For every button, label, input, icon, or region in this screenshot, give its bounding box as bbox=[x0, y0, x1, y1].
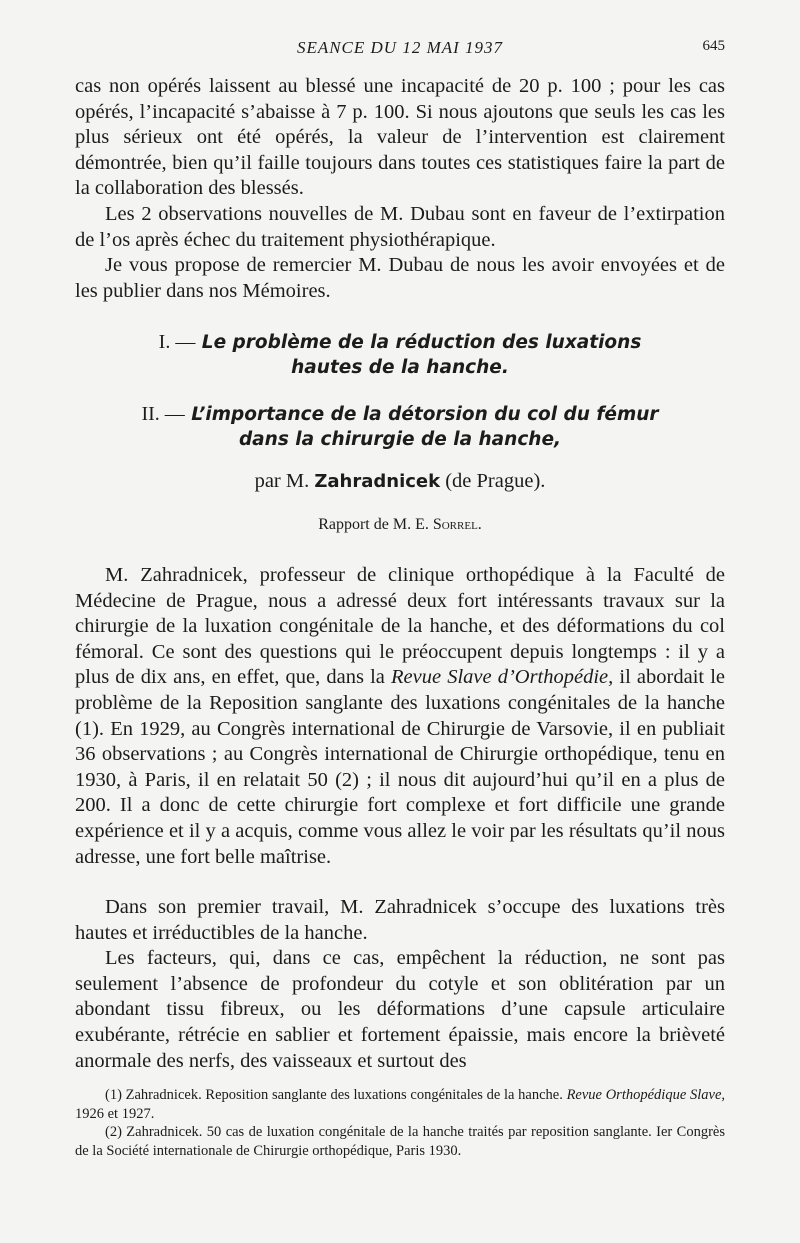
text-run: (1) Zahradnicek. Reposition sanglante des luxations congénitales de la hanche. bbox=[105, 1087, 563, 1103]
heading-line: Le problème de la réduction des luxations bbox=[201, 332, 642, 353]
journal-title: Revue Orthopédique Slave, bbox=[566, 1087, 725, 1103]
heading-line: L’importance de la détorsion du col du fémur bbox=[191, 404, 659, 425]
author-affiliation: (de Prague). bbox=[445, 470, 546, 492]
paragraph: cas non opérés laissent au blessé une incapacité de 20 p. 100 ; pour les cas opérés, l’incapacité s’abaisse à 7 p. 100. Si nous ajoutons que seuls les cas les plus sérieux ont été opérés, la valeur de l’intervention est clairement démontrée, bien qu’il faille toujours dans toutes ces statistiques faire la part de la collaboration des blessés. bbox=[75, 75, 725, 200]
heading-number: II. — bbox=[141, 403, 185, 425]
report-label: Rapport de M. E. bbox=[318, 516, 429, 533]
section-heading-2 bbox=[75, 402, 725, 452]
text-block-first-work bbox=[75, 895, 725, 1074]
footnote-1 bbox=[75, 1086, 725, 1123]
section-heading-1 bbox=[75, 330, 725, 380]
author-byline bbox=[75, 470, 725, 493]
journal-title: Revue Slave d’Orthopédie, bbox=[391, 666, 614, 689]
text-run: 1926 et 1927. bbox=[75, 1105, 155, 1122]
paragraph: Les facteurs, qui, dans ce cas, empêchent la réduction, ne sont pas seulement l’absence de profondeur du cotyle et son oblitération par un abondant tissu fibreux, ou les déformations d’une capsule articulaire exubérante, rétrécie en sablier et fortement épaissie, mais encore la brièveté anormale des nerfs, des vaisseaux et surtout des bbox=[75, 947, 725, 1072]
text-block-previous-report bbox=[75, 74, 725, 304]
heading-number: I. — bbox=[158, 331, 196, 353]
running-header bbox=[75, 38, 725, 62]
paragraph: Je vous propose de remercier M. Dubau de nous les avoir envoyées et de les publier dans nos Mémoires. bbox=[75, 254, 725, 302]
heading-line: hautes de la hanche. bbox=[291, 357, 509, 378]
author-name: Zahradnicek bbox=[314, 471, 441, 492]
report-line bbox=[75, 516, 725, 534]
footnotes bbox=[75, 1086, 725, 1160]
byline-prefix: par M. bbox=[254, 470, 310, 492]
text-block-introduction bbox=[75, 563, 725, 870]
reporter-name: Sorrel. bbox=[432, 516, 482, 533]
text-run: M. Zahradnicek, professeur de clinique orthopédique à la Faculté de Médecine de Prague, nous a adressé deux fort intéressants travaux sur la chirurgie de la luxation congénitale de la hanche, et des déformations du col fémoral. Ce sont des questions qui le préoccupent depuis longtemps : il y a plus de dix ans, en effet, que, dans la bbox=[75, 564, 725, 689]
paragraph bbox=[75, 563, 725, 870]
footnote-2: (2) Zahradnicek. 50 cas de luxation congénitale de la hanche traités par reposition sanglante. Ier Congrès de la Société internationale de Chirurgie orthopédique, Paris 1930. bbox=[75, 1124, 725, 1159]
paragraph: Les 2 observations nouvelles de M. Dubau sont en faveur de l’extirpation de l’os après échec du traitement physiothérapique. bbox=[75, 202, 725, 251]
paragraph: Dans son premier travail, M. Zahradnicek s’occupe des luxations très hautes et irréductibles de la hanche. bbox=[75, 896, 725, 944]
heading-line: dans la chirurgie de la hanche, bbox=[238, 429, 562, 450]
running-title: SEANCE DU 12 MAI 1937 bbox=[296, 38, 504, 57]
page-number: 645 bbox=[702, 38, 725, 54]
text-run: il abordait le problème de la Reposition sanglante des luxations congénitales de la hanche (1). En 1929, au Congrès international de Chirurgie de Varsovie, il en publiait 36 observations ; au Congrès international de Chirurgie orthopédique, tenu en 1930, à Paris, il en relatait 50 (2) ; il nous dit aujourd’hui qu’il en a plus de 200. Il a donc de cette chirurgie fort complexe et fort difficile une grande expérience et il y a acquis, comme vous allez le voir par les résultats qu’il nous adresse, une fort belle maîtrise. bbox=[75, 666, 725, 868]
